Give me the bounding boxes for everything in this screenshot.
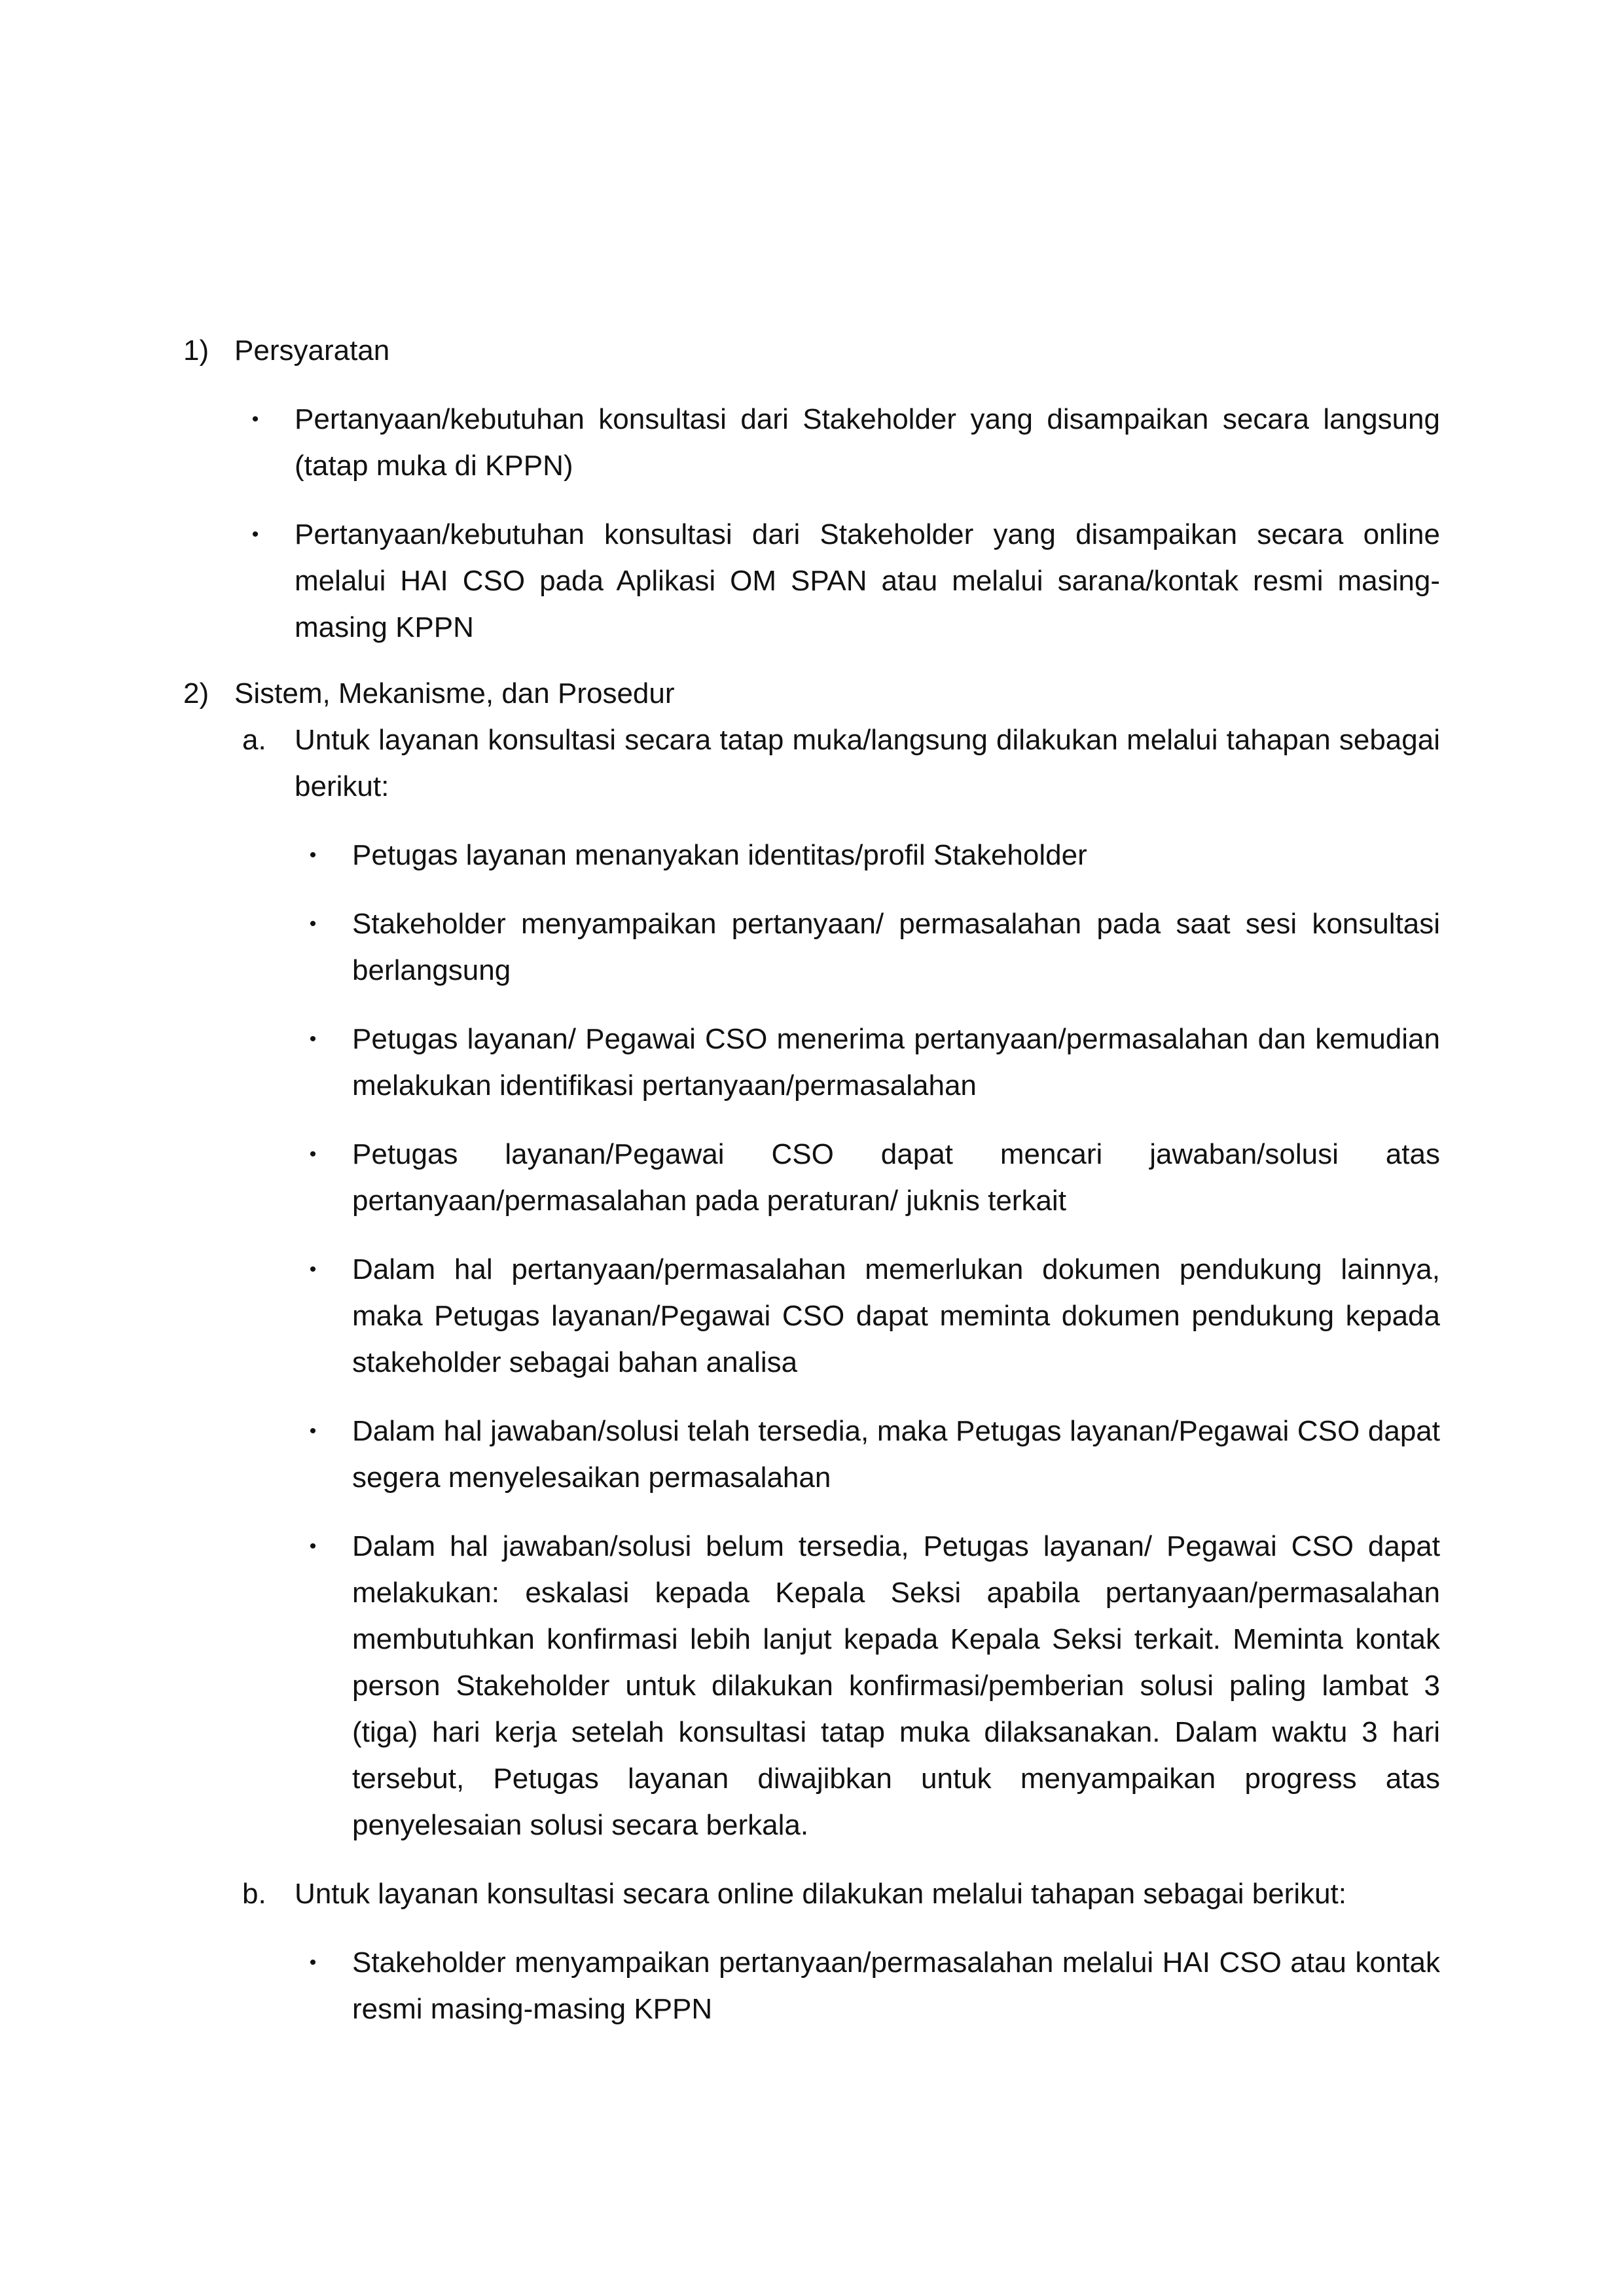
procedure-text: Stakeholder menyampaikan pertanyaan/permasalahan melalui HAI CSO atau kontak resmi masing-masing KPPN xyxy=(352,1946,1440,2025)
section-1-heading xyxy=(183,327,1440,374)
subsection-a-label: a. xyxy=(242,724,266,756)
procedure-text: Petugas layanan/Pegawai CSO dapat mencari jawaban/solusi atas pertanyaan/permasalahan pada peraturan/ juknis terkait xyxy=(352,1138,1440,1217)
requirement-text: Pertanyaan/kebutuhan konsultasi dari Stakeholder yang disampaikan secara langsung (tatap muka di KPPN) xyxy=(295,403,1440,482)
procedure-text: Stakeholder menyampaikan pertanyaan/ permasalahan pada saat sesi konsultasi berlangsung xyxy=(352,908,1440,986)
procedure-bullet xyxy=(183,832,1440,878)
section-1-title: Persyaratan xyxy=(234,334,390,367)
requirement-text: Pertanyaan/kebutuhan konsultasi dari Stakeholder yang disampaikan secara online melalui HAI CSO pada Aplikasi OM SPAN atau melalui sarana/kontak resmi masing-masing KPPN xyxy=(295,518,1440,643)
bullet-icon: • xyxy=(309,1259,317,1280)
section-1-number: 1) xyxy=(183,334,209,367)
subsection-a xyxy=(183,717,1440,810)
bullet-icon: • xyxy=(309,1535,317,1557)
subsection-b-label: b. xyxy=(242,1878,266,1910)
bullet-icon: • xyxy=(309,1420,317,1442)
bullet-icon: • xyxy=(309,1028,317,1050)
subsection-b-text: Untuk layanan konsultasi secara online dilakukan melalui tahapan sebagai berikut: xyxy=(295,1878,1347,1910)
requirement-bullet xyxy=(183,511,1440,651)
document-body xyxy=(183,327,1440,2032)
procedure-bullet xyxy=(183,1523,1440,1848)
subsection-b xyxy=(183,1871,1440,1917)
procedure-bullet xyxy=(183,1246,1440,1386)
procedure-bullet xyxy=(183,901,1440,994)
bullet-icon: • xyxy=(251,408,259,430)
section-2-heading xyxy=(183,670,1440,717)
procedure-text: Petugas layanan/ Pegawai CSO menerima pertanyaan/permasalahan dan kemudian melakukan identifikasi pertanyaan/permasalahan xyxy=(352,1023,1440,1102)
procedure-text: Dalam hal pertanyaan/permasalahan memerlukan dokumen pendukung lainnya, maka Petugas layanan/Pegawai CSO dapat meminta dokumen pendukung kepada stakeholder sebagai bahan analisa xyxy=(352,1253,1440,1378)
bullet-icon: • xyxy=(309,913,317,935)
procedure-text: Dalam hal jawaban/solusi belum tersedia, Petugas layanan/ Pegawai CSO dapat melakukan: eskalasi kepada Kepala Seksi apabila pertanyaan/permasalahan membutuhkan konfirmasi lebih lanjut kepada Kepala Seksi terkait. Meminta kontak person Stakeholder untuk dilakukan konfirmasi/pemberian solusi paling lambat 3 (tiga) hari kerja setelah konsultasi tatap muka dilaksanakan. Dalam waktu 3 hari tersebut, Petugas layanan diwajibkan untuk menyampaikan progress atas penyelesaian solusi secara berkala. xyxy=(352,1530,1440,1841)
bullet-icon: • xyxy=(309,844,317,866)
procedure-text: Petugas layanan menanyakan identitas/profil Stakeholder xyxy=(352,839,1087,871)
bullet-icon: • xyxy=(251,524,259,545)
requirement-bullet xyxy=(183,396,1440,489)
procedure-bullet xyxy=(183,1016,1440,1109)
procedure-bullet xyxy=(183,1408,1440,1501)
procedure-text: Dalam hal jawaban/solusi telah tersedia, maka Petugas layanan/Pegawai CSO dapat segera menyelesaikan permasalahan xyxy=(352,1415,1440,1494)
section-2-title: Sistem, Mekanisme, dan Prosedur xyxy=(234,677,675,709)
subsection-a-text: Untuk layanan konsultasi secara tatap muka/langsung dilakukan melalui tahapan sebagai berikut: xyxy=(295,724,1440,802)
bullet-icon: • xyxy=(309,1143,317,1165)
procedure-bullet xyxy=(183,1131,1440,1224)
bullet-icon: • xyxy=(309,1952,317,1973)
procedure-bullet xyxy=(183,1939,1440,2032)
section-2-number: 2) xyxy=(183,677,209,709)
